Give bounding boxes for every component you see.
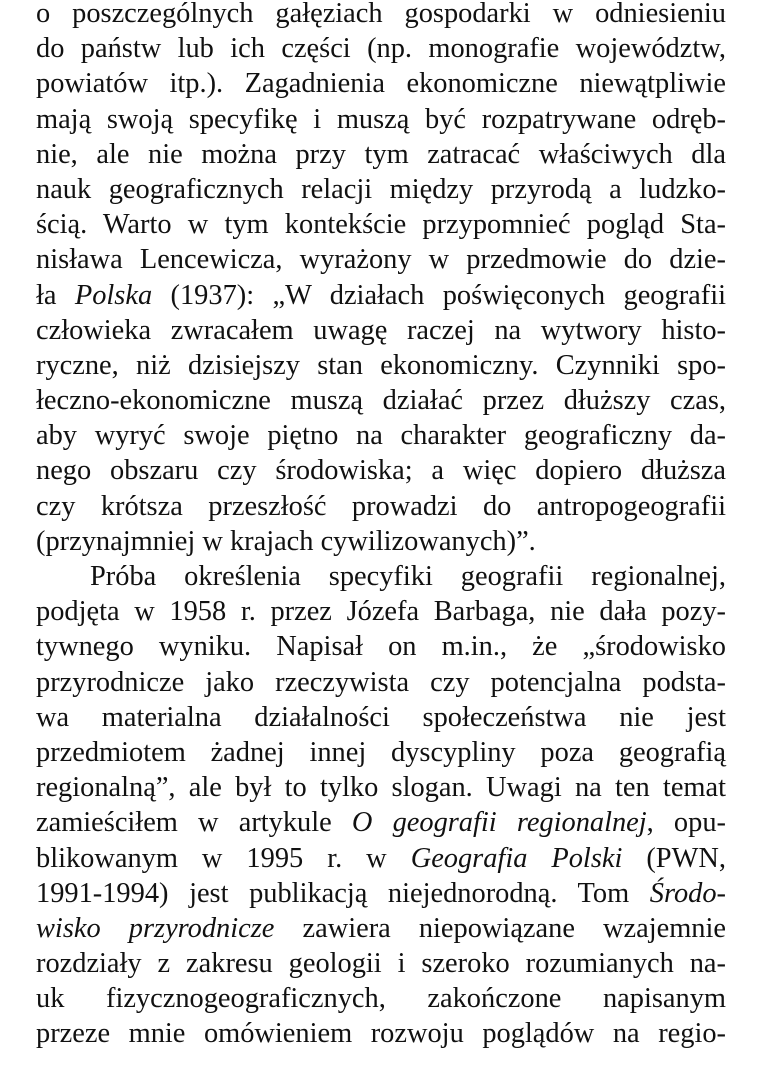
text-run: przedmiotem żadnej innej dyscypliny poza geografią (36, 736, 726, 768)
text-line (36, 137, 726, 172)
text-run: Próba określenia specyfiki geografii regionalnej, (90, 561, 726, 592)
italic-title: O geografii regionalnej (351, 807, 647, 839)
text-run: (PWN, (622, 842, 726, 874)
text-line (36, 0, 726, 31)
text-run: łeczno-ekonomiczne muszą działać przez dłuższy czas, (36, 385, 726, 417)
italic-title: wisko przyrodnicze (36, 912, 275, 944)
text-run: , opu- (646, 807, 726, 839)
text-line (36, 383, 726, 418)
text-run: ryczne, niż dzisiejszy stan ekonomiczny. Czynniki spo- (36, 349, 726, 381)
text-run: tywnego wyniku. Napisał on m.in., że „środowisko (36, 631, 726, 663)
text-run: regionalną”, ale był to tylko slogan. Uwagi na ten temat (36, 772, 726, 804)
text-run: ła (36, 279, 75, 311)
text-run: 1991-1994) jest publikacją niejednorodną. Tom (36, 877, 650, 909)
text-line (36, 1016, 726, 1051)
text-run: uk fizycznogeograficznych, zakończone napisanym (36, 983, 726, 1015)
text-line (36, 242, 726, 277)
text-run: blikowanym w 1995 r. w (36, 842, 411, 874)
text-line (36, 700, 726, 735)
text-line (36, 629, 726, 664)
text-line (36, 559, 726, 594)
text-run: nisława Lencewicza, wyrażony w przedmowie do dzie- (36, 244, 726, 276)
text-line (36, 66, 726, 101)
text-line (36, 348, 726, 383)
text-line (36, 31, 726, 66)
text-run: człowieka zwracałem uwagę raczej na wytwory histo- (36, 314, 726, 346)
text-line (36, 981, 726, 1016)
text-line (36, 207, 726, 242)
text-line (36, 911, 726, 946)
text-line (36, 524, 726, 559)
italic-title: Środo- (649, 877, 726, 909)
text-line (36, 805, 726, 840)
text-run: nauk geograficznych relacji między przyrodą a ludzko- (36, 173, 726, 205)
text-line (36, 418, 726, 453)
text-run: aby wyryć swoje piętno na charakter geograficzny da- (36, 420, 726, 452)
text-run: (przynajmniej w krajach cywilizowanych)”. (36, 525, 536, 557)
text-line (36, 172, 726, 207)
text-line (36, 665, 726, 700)
text-run: czy krótsza przeszłość prowadzi do antropogeografii (36, 490, 726, 522)
text-line (36, 313, 726, 348)
text-line (36, 102, 726, 137)
text-run: ścią. Warto w tym kontekście przypomnieć pogląd Sta- (36, 209, 726, 241)
text-run: do państw lub ich części (np. monografie województw, (36, 33, 726, 65)
text-run: nie, ale nie można przy tym zatracać właściwych dla (36, 138, 726, 170)
text-run: o poszczególnych gałęziach gospodarki w odniesieniu (36, 0, 726, 29)
text-run: przeze mnie omówieniem rozwoju poglądów na regio- (36, 1018, 726, 1050)
text-run: wa materialna działalności społeczeństwa nie jest (36, 701, 726, 733)
text-run: zamieściłem w artykule (36, 807, 352, 839)
italic-title: Geografia Polski (410, 842, 623, 874)
text-line (36, 278, 726, 313)
text-run: rozdziały z zakresu geologii i szeroko rozumianych na- (36, 948, 726, 980)
text-line (36, 770, 726, 805)
text-run: podjęta w 1958 r. przez Józefa Barbaga, nie dała pozy- (36, 596, 726, 628)
text-line (36, 453, 726, 488)
text-line (36, 594, 726, 629)
paragraph-1 (36, 0, 726, 559)
text-line (36, 876, 726, 911)
document-page (36, 0, 726, 1075)
paragraph-2 (36, 559, 726, 1052)
text-line (36, 735, 726, 770)
text-run: zawiera niepowiązane wzajemnie (274, 912, 726, 944)
text-run: mają swoją specyfikę i muszą być rozpatrywane odręb- (36, 103, 726, 135)
text-line (36, 489, 726, 524)
text-run: (1937): „W działach poświęconych geografii (152, 279, 726, 311)
text-line (36, 946, 726, 981)
text-run: przyrodnicze jako rzeczywista czy potencjalna podsta- (36, 666, 726, 698)
italic-title: Polska (74, 279, 153, 311)
text-run: powiatów itp.). Zagadnienia ekonomiczne niewątpliwie (36, 68, 726, 100)
text-line (36, 841, 726, 876)
text-run: nego obszaru czy środowiska; a więc dopiero dłuższa (36, 455, 726, 487)
